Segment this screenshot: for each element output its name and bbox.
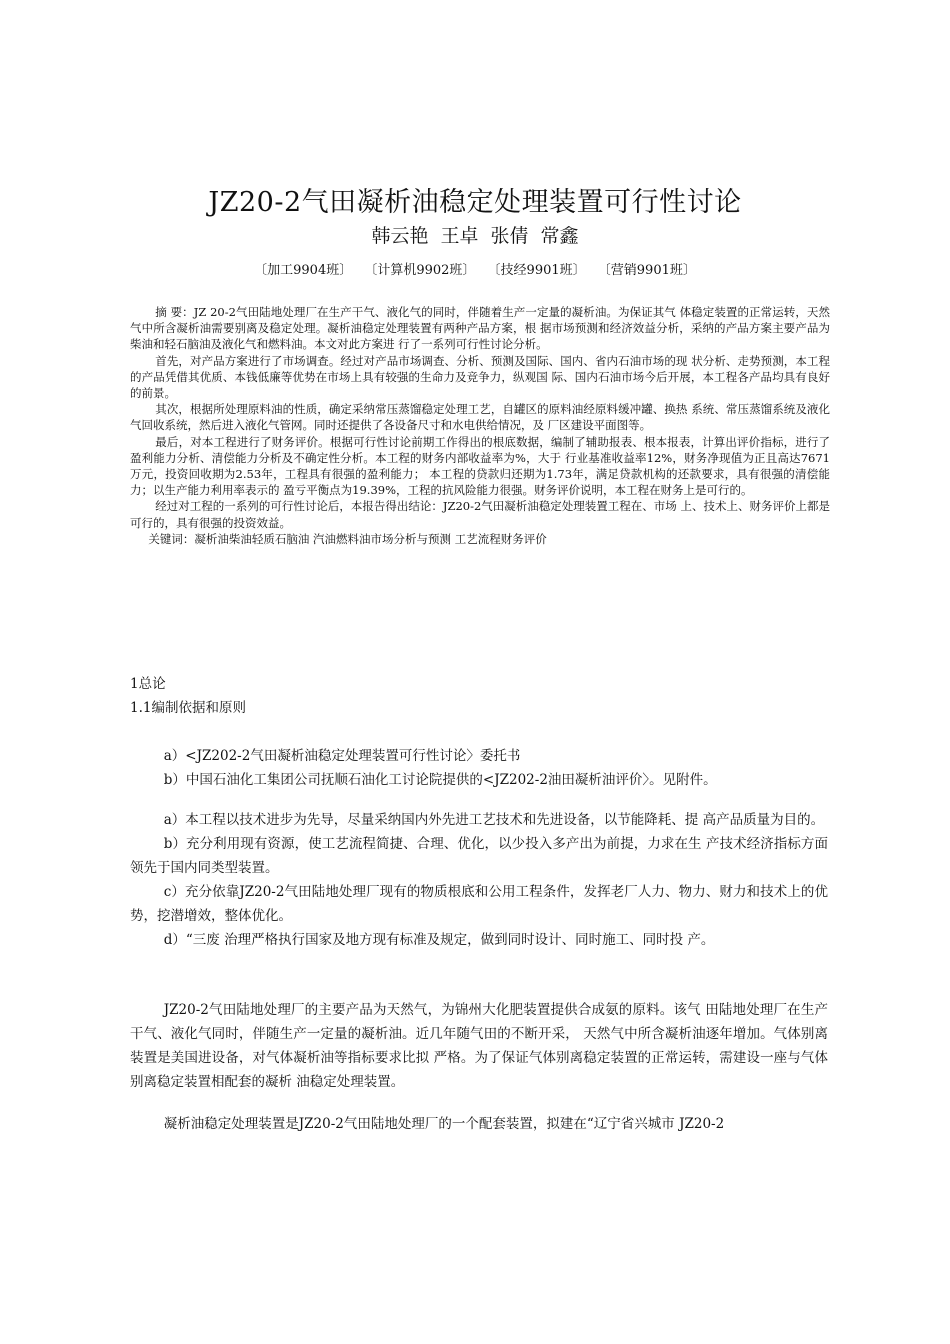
principle-item: a）本工程以技术进步为先导，尽量采纳国内外先进工艺技术和先进设备，以节能降耗、提 高产品质量为目的。	[163, 812, 825, 828]
author-affiliations: 〔加工9904班〕 〔计算机9902班〕 〔技经9901班〕 〔营销9901班〕	[254, 263, 696, 278]
body-paragraph: 凝析油稳定处理装置是JZ20-2气田陆地处理厂的一个配套装置，拟建在“辽宁省兴城市 JZ20-2	[163, 1116, 725, 1132]
section-heading: 1总论	[130, 676, 166, 692]
main-body	[130, 672, 828, 1136]
principle-item: d）“三废 治理严格执行国家及地方现有标准及规定，做到同时设计、同时施工、同时投 产。	[163, 932, 715, 948]
author-list: 韩云艳 王卓 张倩 常鑫	[371, 225, 579, 247]
principle-item: c）充分依靠JZ20-2气田陆地处理厂现有的物质根底和公用工程条件，发挥老厂人力、物力、财力和技术上的优势，挖潜增效，整体优化。	[130, 884, 828, 924]
abstract-paragraph: 最后，对本工程进行了财务评价。根据可行性讨论前期工作得出的根底数据，编制了辅助报表、根本报表，计算出评价指标，进行了盈利能力分析、清偿能力分析及不确定性分析。本工程的财务内部收益率为%，大于 行业基准收益率12%，财务净现值为正且高达7671万元，投资回收期为2.53年，工程具有很强的盈利能力； 本工程的贷款归还期为1.73年，满足贷款机构的还款要求，具有很强的清偿能力；以生产能力利用率表示的 盈亏平衡点为19.39%，工程的抗风险能力很强。财务评价说明，本工程在财务上是可行的。	[130, 434, 830, 498]
abstract-paragraph: 摘 要：JZ 20-2气田陆地处理厂在生产干气、液化气的同时，伴随着生产一定量的凝析油。为保证其气 体稳定装置的正常运转，天然气中所含凝析油需要别离及稳定处理。凝析油稳定处理装置有两种产品方案，根 据市场预测和经济效益分析，采纳的产品方案主要产品为柴油和轻石脑油及液化气和燃料油。本文对此方案进 行了一系列可行性讨论分析。	[130, 305, 830, 352]
body-paragraph: JZ20-2气田陆地处理厂的主要产品为天然气，为锦州大化肥装置提供合成氨的原料。该气 田陆地处理厂在生产干气、液化气同时，伴随生产一定量的凝析油。近几年随气田的不断开采， 天然气中所含凝析油逐年增加。气体别离装置是美国进设备，对气体凝析油等指标要求比拟 严格。为了保证气体别离稳定装置的正常运转，需建设一座与气体别离稳定装置相配套的凝析 油稳定处理装置。	[130, 1002, 828, 1090]
basis-item: b）中国石油化工集团公司抚顺石油化工讨论院提供的<JZ202-2油田凝析油评价〉。见附件。	[163, 772, 717, 788]
principle-item: b）充分利用现有资源，使工艺流程简捷、合理、优化，以少投入多产出为前提，力求在生 产技术经济指标方面领先于国内同类型装置。	[130, 836, 828, 876]
paper-title: JZ20-2气田凝析油稳定处理装置可行性讨论	[208, 187, 742, 218]
subsection-heading: 1.1编制依据和原则	[130, 700, 246, 716]
keywords: 关键词：凝析油柴油轻质石脑油 汽油燃料油市场分析与预测 工艺流程财务评价	[148, 531, 547, 546]
abstract-block	[130, 304, 830, 547]
abstract-paragraph: 其次，根据所处理原料油的性质，确定采纳常压蒸馏稳定处理工艺，自罐区的原料油经原料缓冲罐、换热 系统、常压蒸馏系统及液化气回收系统，然后进入液化气管网。同时还提供了各设备尺寸和水电供给情况，及 厂区建设平面图等。	[130, 402, 830, 433]
abstract-paragraph: 首先，对产品方案进行了市场调查。经过对产品市场调查、分析、预测及国际、国内、省内石油市场的现 状分析、走势预测，本工程的产品凭借其优质、本钱低廉等优势在市场上具有较强的生命力及竞争力，纵观国 际、国内石油市场今后开展，本工程各产品均具有良好的前景。	[130, 353, 830, 401]
abstract-paragraph: 经过对工程的一系列的可行性讨论后，本报告得出结论：JZ20-2气田凝析油稳定处理装置工程在、市场 上、技术上、财务评价上都是可行的，具有很强的投资效益。	[130, 499, 830, 530]
basis-item: a）<JZ202-2气田凝析油稳定处理装置可行性讨论〉委托书	[163, 748, 521, 764]
